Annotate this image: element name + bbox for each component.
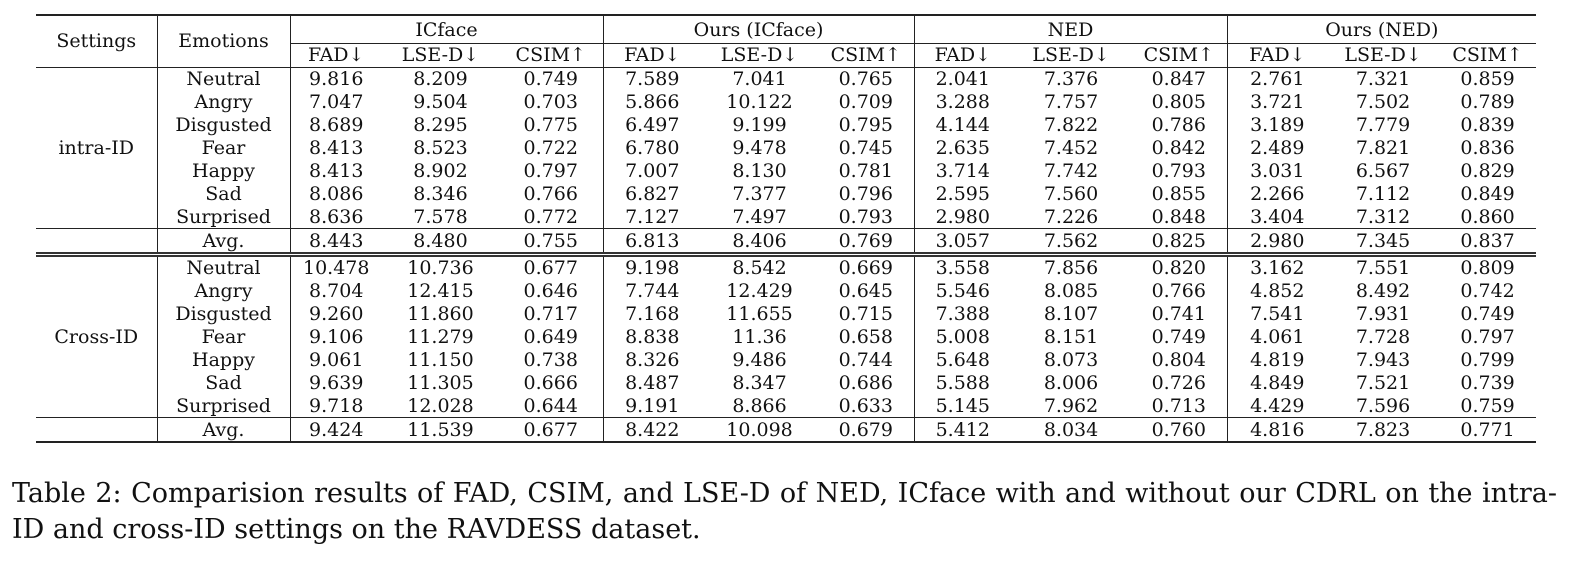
value-cell-icface-csim: 0.666 [523, 371, 578, 394]
table-row [36, 280, 1536, 303]
value-cell-icface-fad: 8.413 [290, 137, 382, 160]
value-cell-icface-fad: 8.086 [290, 182, 382, 205]
value-cell-ned-csim: 0.749 [1151, 326, 1206, 349]
value-cell-icface-lsed: 12.415 [407, 280, 474, 303]
value-cell-ours-ned-fad: 2.761 [1227, 67, 1327, 90]
value-cell-ours-ned-fad: 3.404 [1227, 205, 1327, 228]
value-cell-icface-fad: 9.106 [290, 326, 382, 349]
value-cell-ours-ned-lsed: 6.567 [1355, 159, 1411, 182]
value-cell-ours-ned-fad: 3.189 [1227, 114, 1327, 137]
value-cell-icface-fad: 9.718 [290, 394, 382, 417]
emotion-label: Neutral [157, 67, 290, 90]
emotion-label: Surprised [157, 394, 290, 417]
value-cell-ours-icface-csim: 0.795 [838, 114, 893, 137]
value-cell-ours-ned-fad: 4.852 [1227, 280, 1327, 303]
metric-header-fad: FAD↓ [290, 44, 382, 68]
group-header-ours-icface: Ours (ICface) [603, 15, 914, 44]
value-cell-ned-fad: 3.558 [914, 255, 1011, 280]
value-cell-icface-csim: 0.738 [523, 349, 578, 372]
metric-header-lsed: LSE-D↓ [1011, 44, 1131, 68]
value-cell-icface-csim: 0.797 [523, 159, 578, 182]
value-cell-ned-lsed: 7.856 [1043, 257, 1099, 280]
value-cell-ours-ned-csim: 0.789 [1460, 91, 1515, 114]
value-cell-ours-ned-lsed: 7.779 [1355, 114, 1411, 137]
value-cell-ned-csim: 0.793 [1151, 159, 1206, 182]
value-cell-ours-ned-lsed: 7.823 [1327, 418, 1439, 442]
value-cell-ours-icface-lsed: 7.377 [732, 182, 787, 205]
value-cell-ned-lsed: 8.151 [1043, 326, 1099, 349]
value-cell-ours-ned-fad: 4.061 [1227, 326, 1327, 349]
value-cell-ours-ned-lsed: 7.551 [1355, 257, 1411, 280]
value-cell-ours-icface-fad: 7.007 [603, 159, 701, 182]
emotion-label: Disgusted [157, 303, 290, 326]
value-cell-ours-icface-fad: 6.780 [603, 137, 701, 160]
value-cell-ours-ned-fad: 4.819 [1227, 349, 1327, 372]
setting-label-intra: intra-ID [58, 137, 135, 159]
setting-blank-cell [36, 418, 157, 442]
value-cell-ours-icface-lsed: 10.098 [701, 418, 818, 442]
value-cell-ned-fad: 5.588 [914, 371, 1011, 394]
value-cell-icface-lsed: 7.578 [413, 205, 468, 228]
value-cell-icface-csim: 0.766 [523, 182, 578, 205]
value-cell-ours-icface-lsed: 8.347 [732, 371, 787, 394]
table-row [36, 394, 1536, 417]
value-cell-ours-ned-csim: 0.839 [1460, 114, 1515, 137]
value-cell-icface-lsed: 8.346 [413, 182, 468, 205]
value-cell-ours-ned-csim: 0.836 [1460, 137, 1515, 159]
value-cell-ours-ned-fad: 4.429 [1227, 394, 1327, 417]
value-cell-icface-fad: 9.424 [290, 418, 382, 442]
table-row [36, 159, 1536, 182]
value-cell-ours-ned-lsed: 7.521 [1355, 371, 1411, 394]
value-cell-icface-fad: 8.413 [290, 159, 382, 182]
value-cell-icface-csim: 0.749 [523, 68, 578, 91]
header-row-groups [36, 15, 1536, 44]
value-cell-ours-icface-fad: 8.487 [603, 371, 701, 394]
value-cell-icface-csim: 0.722 [523, 137, 578, 159]
value-cell-icface-csim: 0.703 [523, 91, 578, 114]
value-cell-ours-icface-fad: 7.744 [603, 280, 701, 303]
value-cell-ours-icface-lsed: 8.866 [732, 394, 787, 417]
value-cell-ned-fad: 2.041 [914, 67, 1011, 90]
metric-header-csim: CSIM↑ [818, 44, 914, 68]
value-cell-ours-ned-fad: 3.162 [1227, 255, 1327, 280]
emotion-label: Sad [157, 371, 290, 394]
table-row-average [36, 229, 1536, 255]
value-cell-ours-icface-csim: 0.709 [838, 91, 893, 114]
value-cell-icface-fad: 9.260 [290, 303, 382, 326]
value-cell-ours-ned-csim: 0.809 [1460, 257, 1515, 280]
value-cell-ours-ned-csim: 0.860 [1460, 205, 1515, 228]
value-cell-ned-fad: 2.595 [914, 182, 1011, 205]
value-cell-ours-ned-fad: 7.541 [1227, 303, 1327, 326]
metric-header-lsed: LSE-D↓ [382, 44, 499, 68]
value-cell-ours-icface-lsed: 11.655 [726, 303, 793, 326]
metric-header-fad: FAD↓ [914, 44, 1011, 68]
value-cell-ours-icface-csim: 0.633 [838, 394, 893, 417]
value-cell-ours-icface-csim: 0.744 [838, 349, 893, 372]
value-cell-ned-csim: 0.842 [1151, 137, 1206, 159]
value-cell-ned-lsed: 7.226 [1043, 205, 1099, 228]
emotion-label: Disgusted [157, 114, 290, 137]
table-body [36, 67, 1536, 442]
value-cell-ours-icface-fad: 9.198 [603, 255, 701, 280]
value-cell-ours-icface-csim: 0.679 [818, 418, 914, 442]
value-cell-ned-csim: 0.726 [1151, 371, 1206, 394]
setting-label-cross: Cross-ID [54, 326, 139, 349]
value-cell-ours-ned-csim: 0.837 [1439, 229, 1536, 255]
value-cell-icface-csim: 0.644 [523, 394, 578, 417]
emotion-label: Sad [157, 182, 290, 205]
value-cell-ours-icface-csim: 0.686 [838, 371, 893, 394]
value-cell-icface-fad: 8.689 [290, 114, 382, 137]
emotion-label: Surprised [157, 205, 290, 228]
value-cell-ned-lsed: 7.560 [1043, 182, 1099, 205]
value-cell-icface-lsed: 11.279 [407, 326, 474, 349]
value-cell-ours-ned-fad: 2.266 [1227, 182, 1327, 205]
table-row [36, 371, 1536, 394]
value-cell-icface-csim: 0.677 [523, 257, 578, 280]
value-cell-ours-icface-csim: 0.645 [838, 280, 893, 303]
value-cell-ours-icface-lsed: 8.406 [701, 229, 818, 255]
group-header-ned: NED [914, 15, 1227, 44]
value-cell-ours-icface-lsed: 9.199 [732, 114, 787, 137]
value-cell-ours-ned-lsed: 7.596 [1355, 394, 1411, 417]
value-cell-icface-lsed: 11.305 [407, 371, 474, 394]
value-cell-ned-lsed: 8.107 [1043, 303, 1099, 326]
emotion-label: Fear [157, 137, 290, 160]
value-cell-ours-ned-lsed: 7.931 [1355, 303, 1411, 326]
value-cell-ours-icface-lsed: 8.130 [732, 159, 787, 182]
table-row [36, 205, 1536, 228]
value-cell-ned-csim: 0.848 [1151, 205, 1206, 228]
value-cell-ours-ned-lsed: 7.112 [1355, 182, 1411, 205]
value-cell-icface-lsed: 11.150 [407, 349, 474, 372]
table-row [36, 326, 1536, 349]
metric-header-csim: CSIM↑ [499, 44, 603, 68]
value-cell-ours-icface-fad: 6.827 [603, 182, 701, 205]
value-cell-ours-ned-csim: 0.749 [1460, 303, 1515, 326]
avg-label: Avg. [157, 229, 290, 255]
results-table-container [36, 14, 1536, 443]
metric-header-fad: FAD↓ [1227, 44, 1327, 68]
metric-header-csim: CSIM↑ [1131, 44, 1227, 68]
value-cell-icface-lsed: 8.295 [413, 114, 468, 137]
value-cell-ned-fad: 7.388 [914, 303, 1011, 326]
value-cell-ned-csim: 0.786 [1151, 114, 1206, 137]
value-cell-ours-ned-lsed: 7.321 [1355, 68, 1411, 91]
value-cell-icface-csim: 0.717 [523, 303, 578, 326]
table-row [36, 349, 1536, 372]
value-cell-icface-lsed: 10.736 [407, 257, 474, 280]
value-cell-ours-ned-lsed: 7.943 [1355, 349, 1411, 372]
value-cell-icface-csim: 0.646 [523, 280, 578, 303]
value-cell-icface-lsed: 8.902 [413, 159, 468, 182]
value-cell-ours-icface-lsed: 8.542 [732, 257, 787, 280]
metric-header-lsed: LSE-D↓ [701, 44, 818, 68]
value-cell-ned-lsed: 7.757 [1043, 91, 1099, 114]
value-cell-ned-csim: 0.760 [1131, 418, 1227, 442]
value-cell-ours-icface-lsed: 7.497 [732, 205, 787, 228]
value-cell-ned-lsed: 7.376 [1043, 68, 1099, 91]
value-cell-ours-icface-lsed: 9.486 [732, 349, 787, 372]
emotion-label: Neutral [157, 255, 290, 280]
value-cell-ours-ned-csim: 0.829 [1460, 159, 1515, 182]
value-cell-icface-csim: 0.772 [523, 205, 578, 228]
value-cell-ours-icface-csim: 0.765 [838, 68, 893, 91]
value-cell-ours-icface-fad: 8.422 [603, 418, 701, 442]
value-cell-ours-icface-csim: 0.769 [818, 229, 914, 255]
value-cell-ned-csim: 0.766 [1151, 280, 1206, 303]
value-cell-ours-icface-fad: 6.813 [603, 229, 701, 255]
value-cell-ned-lsed: 8.034 [1011, 418, 1131, 442]
value-cell-ours-ned-csim: 0.799 [1460, 349, 1515, 372]
value-cell-ned-csim: 0.805 [1151, 91, 1206, 114]
value-cell-ned-fad: 5.145 [914, 394, 1011, 417]
value-cell-ned-csim: 0.804 [1151, 349, 1206, 372]
value-cell-ours-ned-lsed: 7.821 [1355, 137, 1411, 159]
value-cell-ours-icface-csim: 0.715 [838, 303, 893, 326]
value-cell-ours-ned-lsed: 7.502 [1355, 91, 1411, 114]
value-cell-ours-icface-lsed: 9.478 [732, 137, 787, 159]
value-cell-icface-fad: 9.639 [290, 371, 382, 394]
settings-header: Settings [36, 15, 157, 67]
value-cell-ours-ned-lsed: 7.728 [1355, 326, 1411, 349]
emotion-label: Angry [157, 280, 290, 303]
value-cell-icface-lsed: 8.523 [413, 137, 468, 159]
value-cell-ned-lsed: 8.073 [1043, 349, 1099, 372]
value-cell-ours-ned-fad: 3.031 [1227, 159, 1327, 182]
value-cell-icface-lsed: 9.504 [413, 91, 468, 114]
value-cell-ours-ned-csim: 0.859 [1460, 68, 1515, 91]
value-cell-ned-fad: 5.412 [914, 418, 1011, 442]
value-cell-ours-ned-csim: 0.742 [1460, 280, 1515, 303]
value-cell-ours-icface-fad: 9.191 [603, 394, 701, 417]
value-cell-ned-fad: 5.546 [914, 280, 1011, 303]
metric-header-lsed: LSE-D↓ [1327, 44, 1439, 68]
value-cell-icface-fad: 10.478 [290, 255, 382, 280]
value-cell-ours-icface-csim: 0.745 [838, 137, 893, 159]
value-cell-ned-lsed: 8.006 [1043, 371, 1099, 394]
value-cell-icface-fad: 8.636 [290, 205, 382, 228]
value-cell-ned-lsed: 7.822 [1043, 114, 1099, 137]
value-cell-icface-lsed: 12.028 [407, 394, 474, 417]
value-cell-icface-csim: 0.677 [499, 418, 603, 442]
value-cell-ned-lsed: 7.742 [1043, 159, 1099, 182]
value-cell-icface-lsed: 11.860 [407, 303, 474, 326]
value-cell-icface-csim: 0.755 [499, 229, 603, 255]
emotions-header: Emotions [157, 15, 290, 67]
value-cell-icface-fad: 9.816 [290, 67, 382, 90]
value-cell-ned-csim: 0.847 [1151, 68, 1206, 91]
value-cell-ned-fad: 2.635 [914, 137, 1011, 160]
value-cell-ours-icface-fad: 5.866 [603, 91, 701, 114]
value-cell-ours-icface-lsed: 7.041 [732, 68, 787, 91]
value-cell-icface-fad: 8.704 [290, 280, 382, 303]
value-cell-ned-fad: 2.980 [914, 205, 1011, 228]
value-cell-ned-fad: 3.288 [914, 91, 1011, 114]
table-row [36, 255, 1536, 280]
value-cell-ned-csim: 0.825 [1131, 229, 1227, 255]
value-cell-ours-icface-lsed: 12.429 [726, 280, 793, 303]
value-cell-ned-csim: 0.713 [1151, 394, 1206, 417]
table-row-average [36, 418, 1536, 442]
value-cell-ours-icface-fad: 8.326 [603, 349, 701, 372]
value-cell-ours-icface-lsed: 10.122 [726, 91, 793, 114]
value-cell-ours-ned-csim: 0.849 [1460, 182, 1515, 205]
value-cell-icface-fad: 8.443 [290, 229, 382, 255]
value-cell-ours-icface-fad: 7.168 [603, 303, 701, 326]
value-cell-ned-lsed: 7.562 [1011, 229, 1131, 255]
value-cell-ours-icface-lsed: 11.36 [732, 326, 787, 349]
value-cell-icface-fad: 7.047 [290, 91, 382, 114]
value-cell-ours-ned-csim: 0.797 [1460, 326, 1515, 349]
table-row [36, 114, 1536, 137]
metric-header-csim: CSIM↑ [1439, 44, 1536, 68]
emotion-label: Angry [157, 91, 290, 114]
value-cell-ned-fad: 3.057 [914, 229, 1011, 255]
emotion-label: Fear [157, 326, 290, 349]
value-cell-ours-icface-fad: 7.127 [603, 205, 701, 228]
setting-blank-cell [36, 229, 157, 255]
results-table [36, 14, 1536, 443]
value-cell-ours-ned-fad: 2.980 [1227, 229, 1327, 255]
value-cell-ours-ned-fad: 4.816 [1227, 418, 1327, 442]
value-cell-ours-icface-csim: 0.796 [838, 182, 893, 205]
value-cell-ned-lsed: 7.962 [1043, 394, 1099, 417]
value-cell-ours-ned-fad: 3.721 [1227, 91, 1327, 114]
value-cell-ours-ned-csim: 0.739 [1460, 371, 1515, 394]
table-header [36, 15, 1536, 67]
group-header-icface: ICface [290, 15, 603, 44]
value-cell-ned-lsed: 8.085 [1043, 280, 1099, 303]
value-cell-ours-icface-csim: 0.781 [838, 159, 893, 182]
emotion-label: Happy [157, 349, 290, 372]
metric-header-fad: FAD↓ [603, 44, 701, 68]
value-cell-ours-icface-fad: 6.497 [603, 114, 701, 137]
table-row [36, 67, 1536, 90]
value-cell-ours-icface-csim: 0.669 [838, 257, 893, 280]
value-cell-ned-csim: 0.741 [1151, 303, 1206, 326]
value-cell-ours-ned-csim: 0.771 [1439, 418, 1536, 442]
value-cell-ours-icface-fad: 7.589 [603, 67, 701, 90]
value-cell-ned-csim: 0.820 [1151, 257, 1206, 280]
value-cell-ned-fad: 4.144 [914, 114, 1011, 137]
value-cell-icface-lsed: 8.209 [413, 68, 468, 91]
value-cell-ours-ned-fad: 4.849 [1227, 371, 1327, 394]
value-cell-ours-ned-fad: 2.489 [1227, 137, 1327, 160]
value-cell-icface-fad: 9.061 [290, 349, 382, 372]
value-cell-ned-fad: 5.648 [914, 349, 1011, 372]
table-row [36, 182, 1536, 205]
avg-label: Avg. [157, 418, 290, 442]
table-row [36, 137, 1536, 160]
value-cell-ned-lsed: 7.452 [1043, 137, 1099, 159]
value-cell-ours-ned-lsed: 7.312 [1355, 205, 1411, 228]
value-cell-ours-ned-lsed: 7.345 [1327, 229, 1439, 255]
value-cell-ned-fad: 5.008 [914, 326, 1011, 349]
value-cell-ned-fad: 3.714 [914, 159, 1011, 182]
value-cell-ours-ned-csim: 0.759 [1460, 394, 1515, 417]
table-caption: Table 2: Comparision results of FAD, CSIM, and LSE-D of NED, ICface with and without our CDRL on the intra-ID and cross-ID settings on the RAVDESS dataset. [12, 478, 1557, 545]
group-header-ours-ned: Ours (NED) [1227, 15, 1536, 44]
value-cell-ours-icface-csim: 0.658 [838, 326, 893, 349]
value-cell-icface-lsed: 11.539 [382, 418, 499, 442]
table-row [36, 303, 1536, 326]
emotion-label: Happy [157, 159, 290, 182]
value-cell-ours-ned-lsed: 8.492 [1355, 280, 1411, 303]
value-cell-icface-csim: 0.649 [523, 326, 578, 349]
value-cell-ned-csim: 0.855 [1151, 182, 1206, 205]
value-cell-ours-icface-csim: 0.793 [838, 205, 893, 228]
value-cell-icface-lsed: 8.480 [382, 229, 499, 255]
table-row [36, 91, 1536, 114]
value-cell-ours-icface-fad: 8.838 [603, 326, 701, 349]
value-cell-icface-csim: 0.775 [523, 114, 578, 137]
